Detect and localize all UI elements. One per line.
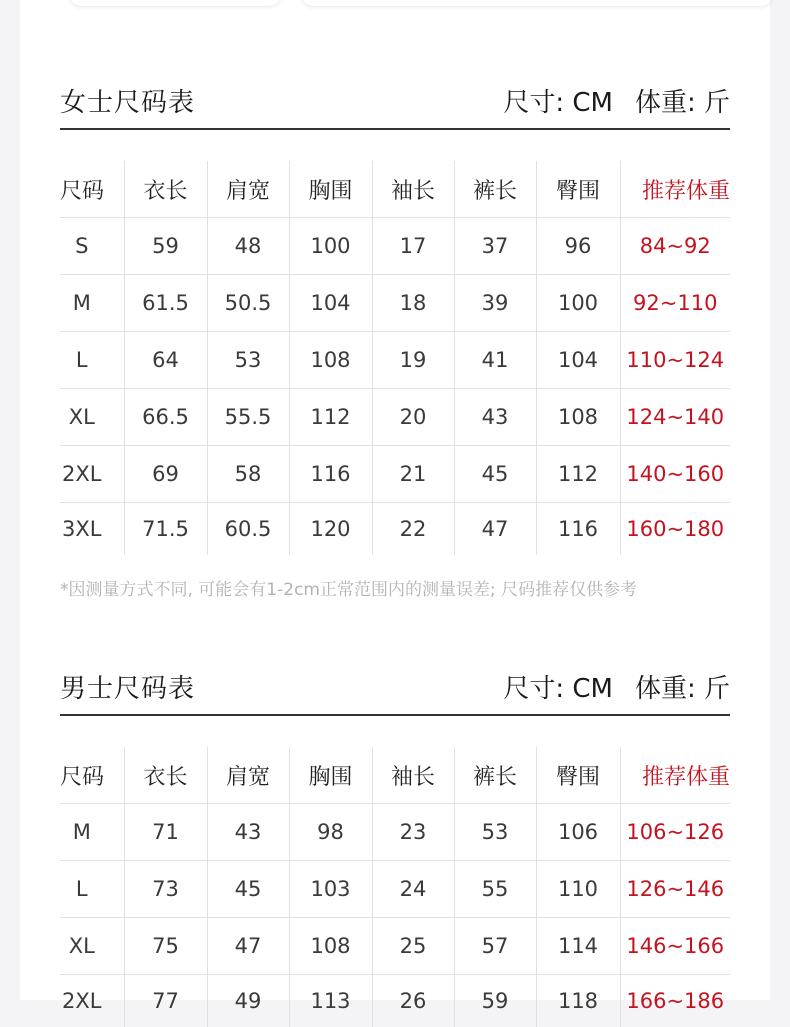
length-cell: 71.5 — [124, 503, 207, 556]
col-header-hip: 臀围 — [536, 161, 620, 218]
pants-length-cell: 37 — [454, 218, 536, 275]
col-header-sleeve: 袖长 — [372, 161, 454, 218]
hip-cell: 96 — [536, 218, 620, 275]
col-header-shoulder: 肩宽 — [207, 747, 289, 804]
hip-cell: 118 — [536, 975, 620, 1027]
table-row — [60, 389, 730, 446]
length-cell: 61.5 — [124, 275, 207, 332]
weight-unit-label: 体重: 斤 — [635, 88, 730, 118]
hip-cell: 108 — [536, 389, 620, 446]
length-cell: 75 — [124, 918, 207, 975]
weight-cell: 146~166 — [620, 918, 730, 975]
table-row — [60, 332, 730, 389]
size-cell: 2XL — [60, 975, 124, 1027]
chest-cell: 116 — [289, 446, 372, 503]
table-row — [60, 503, 730, 556]
weight-cell: 140~160 — [620, 446, 730, 503]
sleeve-cell: 26 — [372, 975, 454, 1027]
sleeve-cell: 17 — [372, 218, 454, 275]
women-size-section — [60, 70, 730, 555]
weight-cell: 106~126 — [620, 804, 730, 861]
chest-cell: 100 — [289, 218, 372, 275]
size-unit-label: 尺寸: CM — [503, 674, 613, 704]
col-header-pants-length: 裤长 — [454, 747, 536, 804]
weight-cell: 160~180 — [620, 503, 730, 556]
col-header-chest: 胸围 — [289, 747, 372, 804]
pants-length-cell: 43 — [454, 389, 536, 446]
table-row — [60, 446, 730, 503]
size-cell: 3XL — [60, 503, 124, 556]
weight-cell: 110~124 — [620, 332, 730, 389]
col-header-recommended-weight: 推荐体重 — [620, 161, 730, 218]
shoulder-cell: 45 — [207, 861, 289, 918]
length-cell: 66.5 — [124, 389, 207, 446]
shoulder-cell: 50.5 — [207, 275, 289, 332]
sleeve-cell: 18 — [372, 275, 454, 332]
col-header-length: 衣长 — [124, 161, 207, 218]
length-cell: 71 — [124, 804, 207, 861]
length-cell: 59 — [124, 218, 207, 275]
size-cell: L — [60, 861, 124, 918]
chest-cell: 108 — [289, 918, 372, 975]
chest-cell: 103 — [289, 861, 372, 918]
col-header-sleeve: 袖长 — [372, 747, 454, 804]
length-cell: 77 — [124, 975, 207, 1027]
length-cell: 69 — [124, 446, 207, 503]
chest-cell: 120 — [289, 503, 372, 556]
shoulder-cell: 58 — [207, 446, 289, 503]
pants-length-cell: 57 — [454, 918, 536, 975]
sleeve-cell: 22 — [372, 503, 454, 556]
measurement-disclaimer: *因测量方式不同, 可能会有1-2cm正常范围内的测量误差; 尺码推荐仅供参考 — [60, 575, 750, 600]
table-row — [60, 918, 730, 975]
size-cell: L — [60, 332, 124, 389]
table-header-row — [60, 747, 730, 804]
col-header-size: 尺码 — [60, 161, 124, 218]
size-cell: M — [60, 804, 124, 861]
sleeve-cell: 25 — [372, 918, 454, 975]
hip-cell: 114 — [536, 918, 620, 975]
shoulder-cell: 43 — [207, 804, 289, 861]
pants-length-cell: 45 — [454, 446, 536, 503]
hip-cell: 104 — [536, 332, 620, 389]
men-section-title: 男士尺码表 — [60, 668, 195, 705]
sleeve-cell: 21 — [372, 446, 454, 503]
shoulder-cell: 48 — [207, 218, 289, 275]
hip-cell: 110 — [536, 861, 620, 918]
col-header-shoulder: 肩宽 — [207, 161, 289, 218]
chest-cell: 112 — [289, 389, 372, 446]
table-row — [60, 218, 730, 275]
women-size-table — [60, 161, 730, 555]
weight-cell: 84~92 — [620, 218, 730, 275]
length-cell: 73 — [124, 861, 207, 918]
col-header-recommended-weight: 推荐体重 — [620, 747, 730, 804]
weight-cell: 92~110 — [620, 275, 730, 332]
top-tab-left[interactable] — [70, 0, 280, 6]
shoulder-cell: 47 — [207, 918, 289, 975]
men-size-section — [60, 656, 730, 1027]
men-unit-labels — [503, 668, 730, 705]
table-row — [60, 275, 730, 332]
sleeve-cell: 20 — [372, 389, 454, 446]
women-unit-labels — [503, 82, 730, 119]
chest-cell: 108 — [289, 332, 372, 389]
weight-cell: 166~186 — [620, 975, 730, 1027]
sleeve-cell: 23 — [372, 804, 454, 861]
women-section-header — [60, 70, 730, 130]
shoulder-cell: 60.5 — [207, 503, 289, 556]
col-header-pants-length: 裤长 — [454, 161, 536, 218]
pants-length-cell: 41 — [454, 332, 536, 389]
top-tab-right[interactable] — [302, 0, 772, 6]
table-header-row — [60, 161, 730, 218]
shoulder-cell: 55.5 — [207, 389, 289, 446]
table-row — [60, 861, 730, 918]
size-cell: 2XL — [60, 446, 124, 503]
size-cell: XL — [60, 389, 124, 446]
col-header-chest: 胸围 — [289, 161, 372, 218]
weight-cell: 124~140 — [620, 389, 730, 446]
table-row — [60, 804, 730, 861]
table-row — [60, 975, 730, 1027]
hip-cell: 106 — [536, 804, 620, 861]
pants-length-cell: 53 — [454, 804, 536, 861]
col-header-hip: 臀围 — [536, 747, 620, 804]
size-cell: S — [60, 218, 124, 275]
men-size-table — [60, 747, 730, 1027]
sleeve-cell: 19 — [372, 332, 454, 389]
men-section-header — [60, 656, 730, 716]
chest-cell: 113 — [289, 975, 372, 1027]
women-section-title: 女士尺码表 — [60, 82, 195, 119]
hip-cell: 100 — [536, 275, 620, 332]
pants-length-cell: 55 — [454, 861, 536, 918]
pants-length-cell: 39 — [454, 275, 536, 332]
hip-cell: 112 — [536, 446, 620, 503]
shoulder-cell: 53 — [207, 332, 289, 389]
size-cell: XL — [60, 918, 124, 975]
shoulder-cell: 49 — [207, 975, 289, 1027]
hip-cell: 116 — [536, 503, 620, 556]
pants-length-cell: 59 — [454, 975, 536, 1027]
weight-unit-label: 体重: 斤 — [635, 674, 730, 704]
length-cell: 64 — [124, 332, 207, 389]
size-unit-label: 尺寸: CM — [503, 88, 613, 118]
sleeve-cell: 24 — [372, 861, 454, 918]
col-header-size: 尺码 — [60, 747, 124, 804]
col-header-length: 衣长 — [124, 747, 207, 804]
size-cell: M — [60, 275, 124, 332]
chest-cell: 104 — [289, 275, 372, 332]
weight-cell: 126~146 — [620, 861, 730, 918]
pants-length-cell: 47 — [454, 503, 536, 556]
chest-cell: 98 — [289, 804, 372, 861]
